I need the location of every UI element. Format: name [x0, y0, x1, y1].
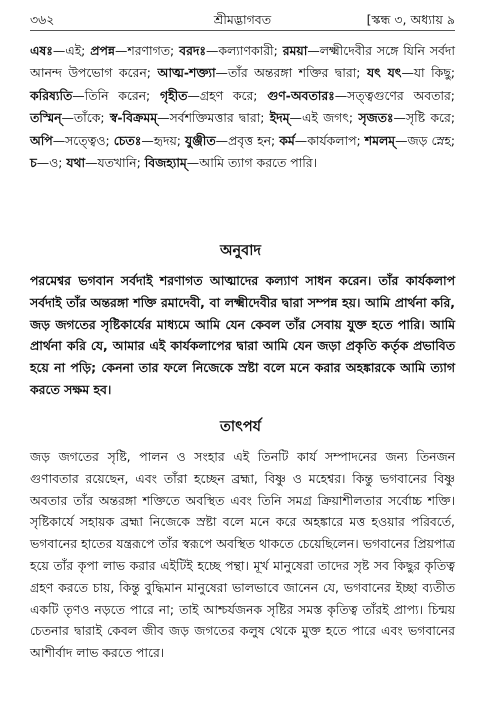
- synonym-meaning: —জড় স্নেহ;: [395, 132, 456, 148]
- synonym-meaning: —হৃদয়;: [141, 132, 186, 148]
- synonym-term: ইদম্: [269, 110, 290, 126]
- book-title: শ্রীমদ্ভাগবত: [213, 12, 272, 27]
- synonym-term: করিষ্যতি: [30, 87, 73, 103]
- synonym-meaning: —সর্বশক্তিমত্তার দ্বারা;: [157, 110, 270, 126]
- word-for-word-synonyms: [30, 40, 455, 174]
- synonym-meaning: —আমি ত্যাগ করতে পারি।: [186, 155, 318, 171]
- synonym-term: আত্ম-শক্ত্যা: [157, 65, 216, 81]
- synonym-meaning: —তিনি করেন;: [72, 87, 160, 103]
- synonym-meaning: —ও;: [36, 155, 67, 171]
- synonym-term: চেতঃ: [113, 132, 142, 148]
- canto-chapter-reference: [স্কন্ধ ৩, অধ্যায় ৯: [366, 12, 455, 27]
- synonym-term: অপি: [30, 132, 53, 148]
- synonym-meaning: —যা কিছু;: [401, 65, 455, 81]
- synonym-meaning: —প্রবৃত্ত হন;: [215, 132, 280, 148]
- synonym-meaning: —সত্ত্বেও;: [52, 132, 114, 148]
- synonym-term: গুণ-অবতারঃ: [267, 87, 335, 103]
- synonym-meaning: —তাঁকে;: [61, 110, 110, 126]
- synonym-term: প্রপন্ন: [90, 43, 115, 58]
- translation-heading: অনুবাদ: [219, 243, 262, 259]
- purport-paragraph: জড় জগতের সৃষ্টি, পালন ও সংহার এই তিনটি কার্য সম্পাদনের জন্য তিনজন গুণাবতার রয়েছেন, এবং তাঁরা হচ্ছেন ব্রহ্মা, বিষ্ণু ও মহেশ্বর। কিন্তু ভগবানের বিষ্ণু অবতার তাঁর অন্তরঙ্গা শক্তিতে অবস্থিত এবং তিনি সমগ্র ক্রিয়াশীলতার সর্বোচ্চ শক্তি। সৃষ্টিকার্যে সহায়ক ব্রহ্মা নিজেকে স্রষ্টা বলে মনে করে অহঙ্কারে মত্ত হওয়ার পরিবর্তে, ভগবানের হাতের যন্ত্ররূপে তাঁর স্বরূপে অবস্থিত থাকতে চেয়েছিলেন। ভগবানের প্রিয়পাত্র হয়ে তাঁর কৃপা লাভ করার এইটিই হচ্ছে পন্থা। মূর্খ মানুষেরা তাদের সৃষ্ট সব কিছুর কৃতিত্ব গ্রহণ করতে চায়, কিন্তু বুদ্ধিমান মানুষেরা ভালভাবে জানেন যে, ভগবানের ইচ্ছা ব্যতীত একটি তৃণও নড়তে পারে না; তাই আশ্চর্যজনক সৃষ্টির সমস্ত কৃতিত্ব তাঁরই প্রাপ্য। চিন্ময় চেতনার দ্বারাই কেবল জীব জড় জগতের কলুষ থেকে মুক্ত হতে পারে এবং ভগবানের আশীর্বাদ লাভ করতে পারে।: [30, 449, 455, 661]
- synonym-term: তস্মিন্: [30, 110, 62, 126]
- translation-paragraph: পরমেশ্বর ভগবান সর্বদাই শরণাগত আত্মাদের কল্যাণ সাধন করেন। তাঁর কার্যকলাপ সর্বদাই তাঁর অন্তরঙ্গা শক্তি রমাদেবী, বা লক্ষ্মীদেবীর দ্বারা সম্পন্ন হয়। আমি প্রার্থনা করি, জড় জগতের সৃষ্টিকার্যের মাধ্যমে আমি যেন কেবল তাঁর সেবায় যুক্ত হতে পারি। আমি প্রার্থনা করি যে, আমার এই কার্যকলাপের দ্বারা আমি যেন জড়া প্রকৃতি কর্তৃক প্রভাবিত হয়ে না পড়ি; কেননা তার ফলে নিজেকে স্রষ্টা বলে মনে করার অহঙ্কারকে আমি ত্যাগ করতে সক্ষম হব।: [30, 273, 455, 397]
- synonym-term: যৎ যৎ: [366, 65, 402, 81]
- synonym-term: চ: [30, 155, 37, 171]
- synonym-term: বরদঃ: [179, 43, 206, 58]
- synonym-term: শমলম্: [364, 132, 396, 148]
- synonym-term: বিজহ্যাম্: [144, 155, 187, 171]
- synonym-term: রময়া: [282, 43, 308, 58]
- purport-heading: তাৎপর্য: [219, 419, 262, 435]
- synonym-meaning: —সত্ত্বগুণের অবতার;: [334, 87, 455, 103]
- synonym-term: যুঞ্জীত: [185, 132, 216, 148]
- synonym-term: এষঃ: [30, 43, 53, 58]
- page-number: ৩৬২: [30, 12, 55, 27]
- synonym-meaning: —সৃষ্টি করে;: [393, 110, 455, 126]
- synonym-meaning: —এই জগৎ;: [289, 110, 359, 126]
- synonym-meaning: —কল্যাণকারী;: [206, 43, 283, 58]
- synonym-meaning: —তাঁর অন্তরঙ্গা শক্তির দ্বারা;: [215, 65, 367, 81]
- synonym-term: সৃজতঃ: [358, 110, 394, 126]
- synonym-meaning: —লক্ষ্মীদেবীর সঙ্গে যিনি সর্বদা আনন্দ উপভোগ করেন;: [30, 43, 456, 81]
- synonym-term: গৃহীত: [159, 87, 188, 103]
- synonym-term: কর্ম: [279, 132, 295, 148]
- synonym-meaning: —গ্রহণ করে;: [187, 87, 268, 103]
- synonym-meaning: —শরণাগত;: [115, 43, 180, 58]
- synonym-term: যথা: [66, 155, 86, 171]
- synonym-meaning: —যতখানি;: [85, 155, 145, 171]
- header-divider: [30, 30, 455, 31]
- synonym-term: স্ব-বিক্রমম্: [109, 110, 158, 126]
- synonym-meaning: —এই;: [52, 43, 91, 58]
- synonym-meaning: —কার্যকলাপ;: [294, 132, 365, 148]
